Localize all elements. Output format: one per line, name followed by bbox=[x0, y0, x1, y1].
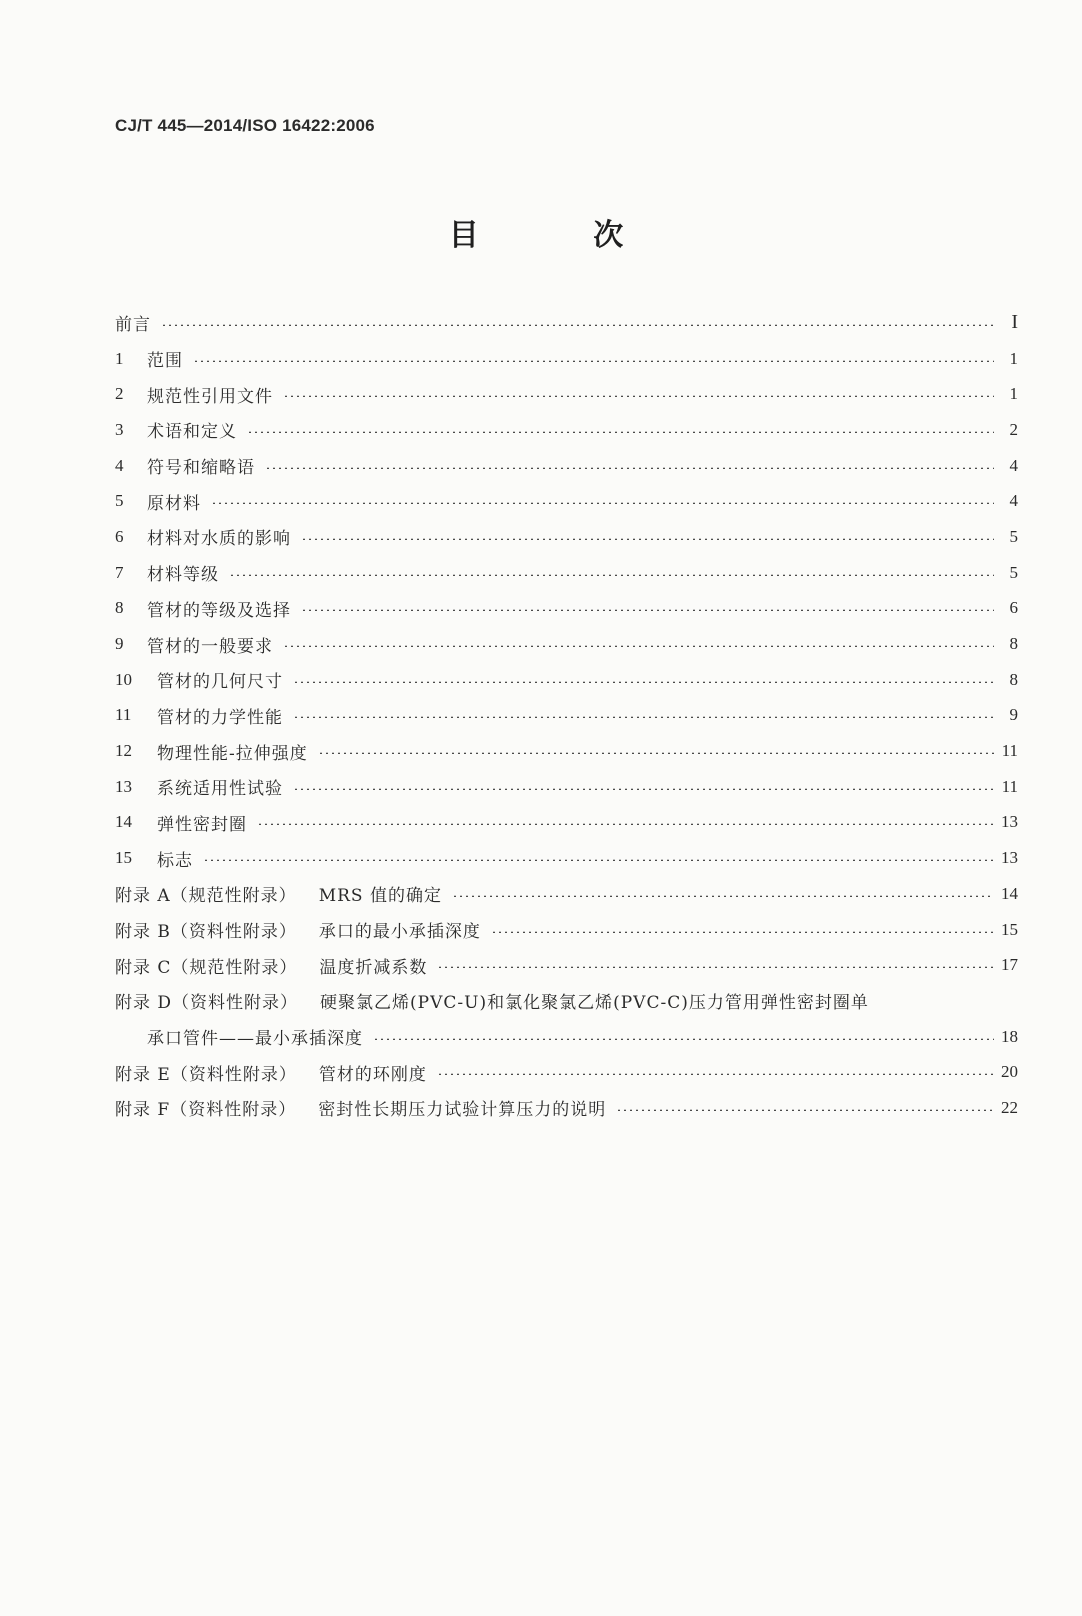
toc-entry[interactable] bbox=[115, 805, 1018, 841]
leader-dots bbox=[161, 324, 994, 326]
leader-dots bbox=[283, 645, 994, 647]
leader-dots bbox=[211, 502, 994, 504]
toc-entry-text: 规范性引用文件 bbox=[147, 386, 273, 407]
toc-page-number: 1 bbox=[1009, 384, 1018, 404]
toc-entry-text: 管材的几何尺寸 bbox=[157, 672, 283, 693]
toc-entry-text: 范围 bbox=[147, 351, 183, 372]
toc-appendix-entry[interactable] bbox=[115, 983, 1018, 1019]
appendix-label: 附录 D（资料性附录） bbox=[115, 993, 299, 1014]
toc-entry[interactable] bbox=[115, 662, 1018, 698]
appendix-label: 附录 A（规范性附录） bbox=[115, 886, 297, 907]
leader-dots bbox=[452, 895, 994, 897]
toc-section-number: 14 bbox=[115, 812, 132, 832]
toc-page-number: 5 bbox=[1009, 562, 1018, 582]
toc-page-number: 11 bbox=[1001, 741, 1018, 761]
toc-section-number: 8 bbox=[115, 598, 124, 618]
toc-entry-text: 管材的一般要求 bbox=[147, 636, 273, 657]
toc-entry-text: 管材的等级及选择 bbox=[147, 600, 291, 621]
toc-entry-text: 弹性密封圈 bbox=[157, 814, 247, 835]
leader-dots bbox=[247, 431, 994, 433]
leader-dots bbox=[265, 467, 994, 469]
toc-section-number: 9 bbox=[115, 634, 124, 654]
appendix-title: MRS 值的确定 bbox=[318, 886, 442, 907]
appendix-title: 温度折减系数 bbox=[319, 957, 428, 978]
toc-page-number: 8 bbox=[1009, 669, 1018, 689]
page-title: 目 次 bbox=[448, 218, 676, 253]
leader-dots bbox=[293, 681, 994, 683]
toc-entry[interactable] bbox=[115, 519, 1018, 555]
leader-dots bbox=[301, 609, 994, 611]
toc-entry[interactable] bbox=[115, 412, 1018, 448]
toc-page-number: 20 bbox=[1001, 1062, 1018, 1082]
toc-section-number: 10 bbox=[115, 669, 132, 689]
leader-dots bbox=[257, 823, 994, 825]
toc-appendix-entry[interactable] bbox=[115, 876, 1018, 912]
toc-section-number: 1 bbox=[115, 348, 124, 368]
toc-section-number: 5 bbox=[115, 491, 124, 511]
standard-code: CJ/T 445—2014/ISO 16422:2006 bbox=[115, 116, 375, 135]
toc-appendix-entry[interactable] bbox=[115, 947, 1018, 983]
leader-dots bbox=[616, 1109, 994, 1111]
leader-dots bbox=[293, 788, 994, 790]
toc-page-number: 13 bbox=[1001, 848, 1018, 868]
toc-appendix-entry[interactable] bbox=[115, 1090, 1018, 1126]
toc-page-number: 8 bbox=[1009, 634, 1018, 654]
toc-page-number: 9 bbox=[1009, 705, 1018, 725]
toc-entry[interactable] bbox=[115, 555, 1018, 591]
toc-section-number: 2 bbox=[115, 384, 124, 404]
toc-page-number: 2 bbox=[1009, 419, 1018, 439]
leader-dots bbox=[491, 931, 994, 933]
toc-entry-text: 原材料 bbox=[147, 493, 201, 514]
toc-entry-text: 管材的力学性能 bbox=[157, 707, 283, 728]
toc-appendix-entry[interactable] bbox=[115, 912, 1018, 948]
toc-entry-text: 材料对水质的影响 bbox=[147, 529, 291, 550]
toc-section-number: 4 bbox=[115, 455, 124, 475]
leader-dots bbox=[283, 395, 994, 397]
appendix-title-continuation: 承口管件——最小承插深度 bbox=[147, 1029, 363, 1050]
toc-entry[interactable] bbox=[115, 698, 1018, 734]
appendix-title: 密封性长期压力试验计算压力的说明 bbox=[318, 1100, 607, 1121]
toc-entry-text: 符号和缩略语 bbox=[147, 458, 255, 479]
toc-entry[interactable] bbox=[115, 341, 1018, 377]
toc-entry[interactable] bbox=[115, 483, 1018, 519]
toc-section-number: 6 bbox=[115, 526, 124, 546]
toc-page-number: 18 bbox=[1001, 1026, 1018, 1046]
toc-appendix-continuation[interactable] bbox=[115, 1019, 1018, 1055]
leader-dots bbox=[437, 966, 994, 968]
leader-dots bbox=[373, 1038, 994, 1040]
toc-page-number: 13 bbox=[1001, 812, 1018, 832]
toc-section-number: 7 bbox=[115, 562, 124, 582]
toc-page-number: 17 bbox=[1001, 955, 1018, 975]
toc-entry[interactable] bbox=[115, 448, 1018, 484]
toc-entry-text: 术语和定义 bbox=[147, 422, 237, 443]
leader-dots bbox=[229, 574, 994, 576]
table-of-contents bbox=[115, 305, 1018, 1126]
toc-page-number: 22 bbox=[1001, 1097, 1018, 1117]
toc-page-number: 11 bbox=[1001, 776, 1018, 796]
toc-page-number: 15 bbox=[1001, 919, 1018, 939]
toc-page-number: 6 bbox=[1009, 598, 1018, 618]
toc-page-number: I bbox=[1011, 311, 1018, 334]
toc-page-number: 1 bbox=[1009, 348, 1018, 368]
toc-entry[interactable] bbox=[115, 376, 1018, 412]
toc-entry[interactable] bbox=[115, 840, 1018, 876]
toc-entry[interactable] bbox=[115, 626, 1018, 662]
toc-entry[interactable] bbox=[115, 591, 1018, 627]
toc-page-number: 4 bbox=[1009, 455, 1018, 475]
toc-page-number: 5 bbox=[1009, 526, 1018, 546]
appendix-title: 硬聚氯乙烯(PVC-U)和氯化聚氯乙烯(PVC-C)压力管用弹性密封圈单 bbox=[320, 993, 869, 1014]
leader-dots bbox=[293, 716, 994, 718]
toc-section-number: 13 bbox=[115, 776, 132, 796]
leader-dots bbox=[437, 1073, 994, 1075]
leader-dots bbox=[203, 859, 994, 861]
toc-appendix-entry[interactable] bbox=[115, 1054, 1018, 1090]
toc-entry-text: 系统适用性试验 bbox=[157, 779, 283, 800]
toc-section-number: 12 bbox=[115, 741, 132, 761]
toc-section-number: 15 bbox=[115, 848, 132, 868]
appendix-title: 承口的最小承插深度 bbox=[318, 922, 481, 943]
appendix-label: 附录 C（规范性附录） bbox=[115, 957, 298, 978]
toc-entry[interactable] bbox=[115, 769, 1018, 805]
leader-dots bbox=[193, 360, 994, 362]
toc-entry-text: 材料等级 bbox=[147, 565, 219, 586]
toc-page-number: 4 bbox=[1009, 491, 1018, 511]
toc-section-number: 11 bbox=[115, 705, 132, 725]
toc-entry[interactable] bbox=[115, 733, 1018, 769]
leader-dots bbox=[318, 752, 994, 754]
toc-entry-preface[interactable] bbox=[115, 305, 1018, 341]
appendix-label: 附录 E（资料性附录） bbox=[115, 1064, 297, 1085]
toc-section-number: 3 bbox=[115, 419, 124, 439]
appendix-label: 附录 F（资料性附录） bbox=[115, 1100, 297, 1121]
toc-page-number: 14 bbox=[1001, 883, 1018, 903]
toc-entry-text: 标志 bbox=[157, 850, 193, 871]
toc-entry-text: 前言 bbox=[115, 315, 151, 336]
appendix-title: 管材的环刚度 bbox=[318, 1064, 427, 1085]
leader-dots bbox=[301, 538, 994, 540]
appendix-label: 附录 B（资料性附录） bbox=[115, 922, 297, 943]
toc-entry-text: 物理性能-拉伸强度 bbox=[157, 743, 308, 764]
